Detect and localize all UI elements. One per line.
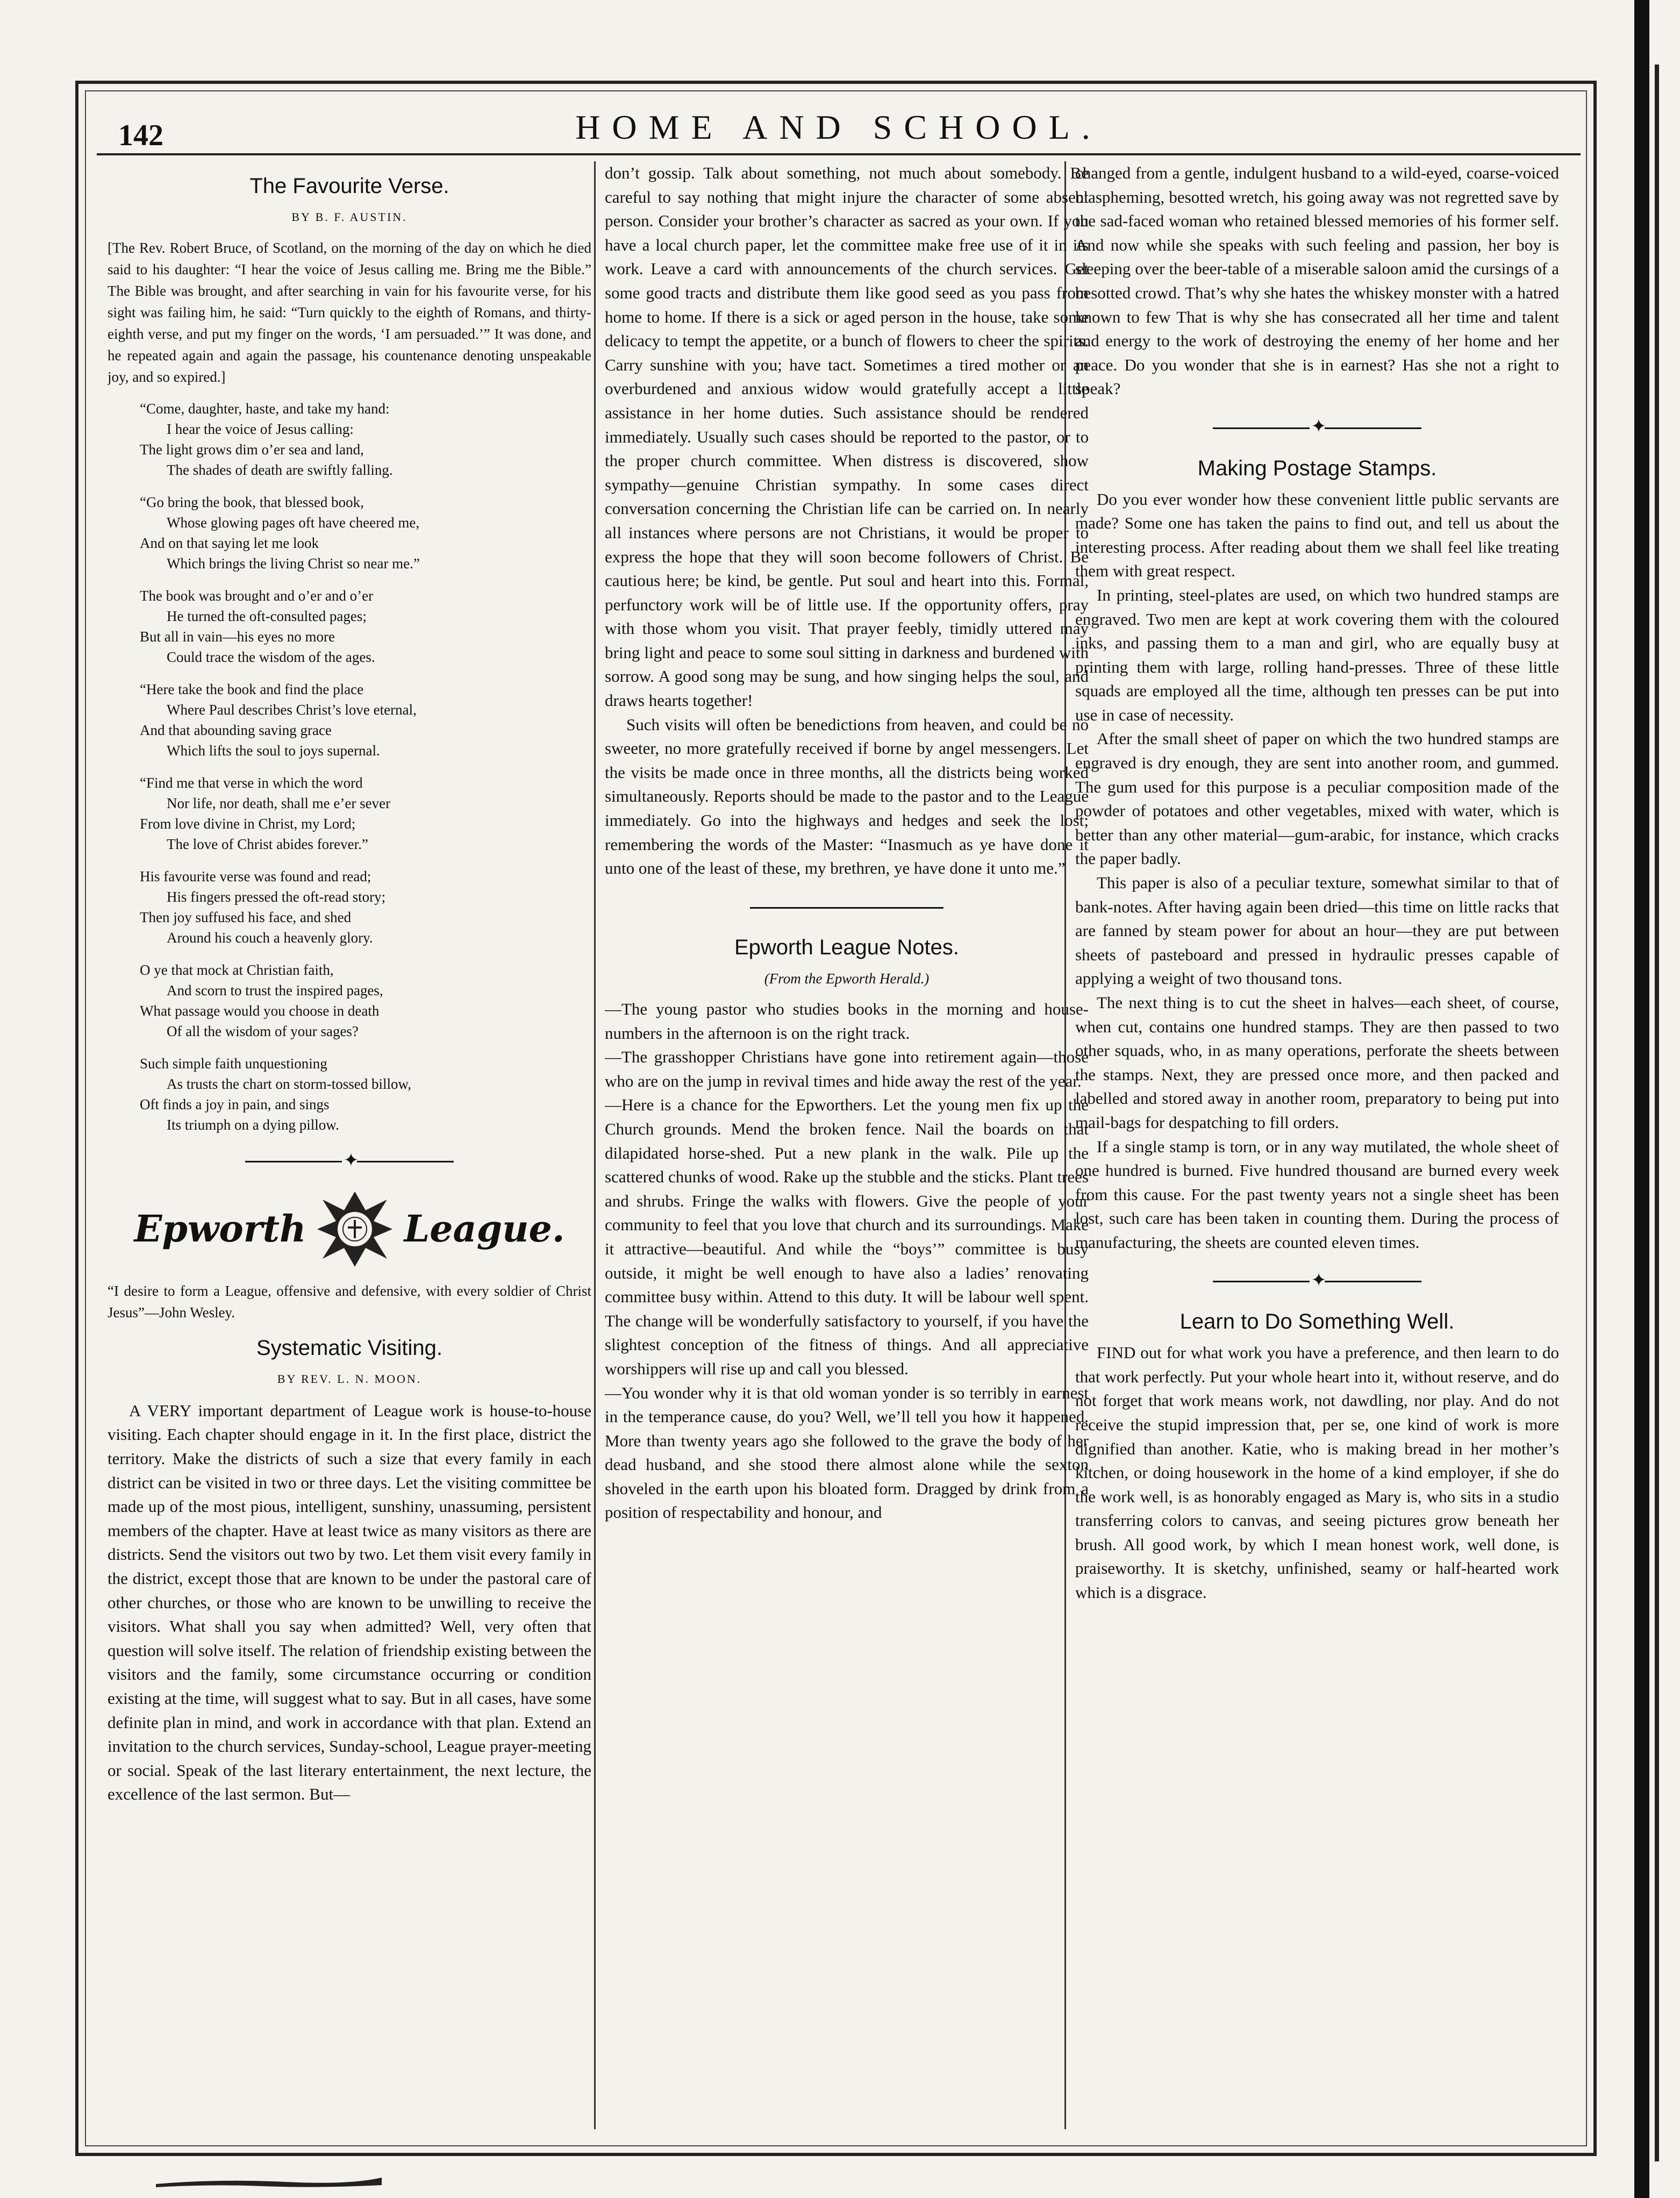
poem-line: Which lifts the soul to joys supernal. [167,742,380,759]
poem-line: The light grows dim o’er sea and land, [140,441,364,458]
article-paragraph: don’t gossip. Talk about something, not much about somebody. Be careful to say nothing that might injure the character of some absent person. Consider your brother’s character as sacred as your own. If you have a local church paper, let the committee make free use of it in its work. Leave a card with announcements of the church services. Get some good tracts and distribute them like good seed as you pass from home to home. If there is a sick or aged person in the house, take some delicacy to tempt the appetite, or a bunch of flowers to cheer the spirits. Carry sunshine with you; have tact. Sometimes a tired mother or an overburdened and anxious widow would gratefully accept a little assistance in her home duties. Such assistance should be rendered immediately. Usually such cases should be reported to the pastor, or to the proper church committee. When distress is discovered, show sympathy—genuine Christian sympathy. In some cases direct conversation concerning the Christian life can be carried on. In nearly all instances where persons are not Christians, it would be proper to express the hope that they will soon become followers of Christ. Be cautious here; be kind, be gentle. Put soul and heart into this. Formal, perfunctory work will be of little use. If the opportunity offers, pray with those whom you visit. That prayer feebly, timidly uttered may bring light and peace to some soul sitting in darkness and burdened with sorrow. A good song may be sung, and how singing helps the soul, and draws hearts together! [605,163,1089,710]
poem-stanza [140,773,591,854]
section-divider: ✦ [1075,1269,1559,1293]
banner-left-word: Epworth [134,1207,306,1251]
article-paragraph: Such visits will often be benedictions from heaven, and could be no sweeter, no more gratefully received if borne by angel messengers. Let the visits be made once in three months, all the districts being worked simultaneously. Reports should be made to the pastor and to the League immediately. Go into the highways and hedges and seek the lost; remembering the words of the Master: “Inasmuch as ye have done it unto one of the least of these, my brethren, ye have done it unto me.” [605,715,1089,878]
poem-line: “Come, daughter, haste, and take my hand: [140,400,390,417]
column-2 [605,161,1089,2129]
maltese-cross-icon [314,1189,395,1269]
poem-line: And scorn to trust the inspired pages, [167,982,383,998]
poem-line: And that abounding saving grace [140,722,332,738]
poem-line: Then joy suffused his face, and shed [140,909,352,925]
section-divider: ✦ [108,1149,591,1173]
article-paragraph: FIND out for what work you have a preference, and then learn to do that work perfectly. Put your whole heart into it, without reserve, and do not forget that work means work, not dawdling, nor play. And do not receive the stupid impression that, per se, one kind of work is more dignified than another. Katie, who is making bread in her mother’s kitchen, or doing housework in the home of a kind employer, if she do the work well, is as honorably engaged as Mary is, who sits in a studio transferring colors to canvas, and seeing pictures grow beneath her brush. All good work, by which I mean honest work, well done, is praiseworthy. It is sketchy, unfinished, seamy or half-hearted work which is a disgrace. [1075,1343,1559,1602]
article-paragraph: changed from a gentle, indulgent husband to a wild-eyed, coarse-voiced blaspheming, besotted wretch, his going away was not regretted save by the sad-faced woman who retained blessed memories of his former self. And now while she speaks with such feeling and passion, her boy is sleeping over the beer-table of a miserable saloon amid the cursings of a besotted crowd. That’s why she hates the whiskey monster with a hatred known to few That is why she has consecrated all her time and talent and energy to the work of destroying the enemy of her home and her peace. Do you wonder that she is in earnest? Has she not a right to speak? [1075,163,1559,398]
note-item: —The grasshopper Christians have gone into retirement again—those who are on the jump in revival times and hide away the rest of the year. [605,1047,1089,1090]
header-rule [97,153,1581,155]
page-number: 142 [118,119,163,152]
section-divider: ✦ [1075,415,1559,439]
poem-stanza [140,1053,591,1135]
poem-line: Nor life, nor death, shall me e’er sever [167,795,391,811]
article-title: Systematic Visiting. [256,1336,443,1360]
poem-line: And on that saying let me look [140,534,319,551]
note-item: —The young pastor who studies books in the morning and house-numbers in the afternoon is on the right track. [605,1000,1089,1043]
print-smudge [156,2172,382,2188]
byline: BY B. F. AUSTIN. [291,210,408,224]
poem-stanza [140,960,591,1041]
article-paragraph: Do you ever wonder how these convenient little public servants are made? Some one has taken the pains to find out, and tell us about the interesting process. After reading about them we shall feel like treating them with great respect. [1075,489,1559,581]
poem-line: Where Paul describes Christ’s love eternal, [167,701,417,718]
byline: BY REV. L. N. MOON. [277,1372,422,1386]
poem-line: Around his couch a heavenly glory. [167,929,373,946]
poem-line: Such simple faith unquestioning [140,1055,327,1072]
poem-line: “Go bring the book, that blessed book, [140,494,364,510]
poem-line: The shades of death are swiftly falling. [167,461,393,478]
poem-stanza [140,586,591,667]
poem-line: His fingers pressed the oft-read story; [167,888,386,905]
journal-title: HOME AND SCHOOL. [575,108,1102,146]
poem-line: He turned the oft-consulted pages; [167,608,367,624]
poem-line: Which brings the living Christ so near me.” [167,555,420,572]
poem-stanza [140,866,591,948]
poem-line: Whose glowing pages oft have cheered me, [167,514,420,531]
poem-line: Oft finds a joy in pain, and sings [140,1096,330,1112]
page-header [97,102,1581,156]
poem [108,398,591,1135]
article-source: (From the Epworth Herald.) [764,970,930,987]
banner-right-word: League. [404,1207,565,1251]
article-paragraph: The next thing is to cut the sheet in halves—each sheet, of course, when cut, contains one hundred stamps. They are then passed to two other squads, who, in as many operations, perforate the sheets between the stamps. Next, they are pressed once more, and then packed and labelled and stored away in another room, preparatory to being put into mail-bags for despatching to fill orders. [1075,993,1559,1132]
article-title: The Favourite Verse. [249,174,449,198]
column-rule [594,161,596,2129]
league-motto: “I desire to form a League, offensive and defensive, with every soldier of Christ Jesus”—John Wesley. [108,1283,591,1321]
poem-line: From love divine in Christ, my Lord; [140,815,356,832]
column-3 [1075,161,1559,2129]
epworth-league-banner [108,1189,591,1269]
note-item: —You wonder why it is that old woman yonder is so terribly in earnest in the temperance cause, do you? Well, we’ll tell you how it happened. More than twenty years ago she followed to the grave the body of her dead husband, and she stood there almost alone while the sexton shoveled in the earth upon his bloated form. Dragged by drink from a position of respectability and honour, and [605,1383,1089,1522]
poem-line: But all in vain—his eyes no more [140,628,335,645]
poem-line: His favourite verse was found and read; [140,868,371,884]
poem-line: Of all the wisdom of your sages? [167,1023,359,1039]
article-paragraph: After the small sheet of paper on which the two hundred stamps are engraved is dry enough, they are sent into another room, and gummed. The gum used for this purpose is a peculiar composition made of the powder of potatoes and other vegetables, mixed with water, which is better than any other material—gum-arabic, for instance, which cracks the paper badly. [1075,729,1559,868]
poem-line: Its triumph on a dying pillow. [167,1116,339,1133]
page-edge-shadow [1634,0,1649,2198]
poem-stanza [140,492,591,574]
poem-line: What passage would you choose in death [140,1002,380,1019]
poem-line: The book was brought and o’er and o’er [140,587,374,604]
article-title: Making Postage Stamps. [1197,456,1437,480]
article-title: Epworth League Notes. [734,936,960,960]
article-paragraph: If a single stamp is torn, or in any way mutilated, the whole sheet of one hundred is burned. Five hundred thousand are burned every week from this cause. For the past twenty years not a single sheet has been lost, such care has been taken in counting them. During the process of manufacturing, the sheets are counted eleven times. [1075,1137,1559,1252]
page-edge-line [1655,65,1659,2161]
poem-line: I hear the voice of Jesus calling: [167,420,354,437]
poem-line: The love of Christ abides forever.” [167,836,368,852]
poem-stanza [140,398,591,480]
note-item: —Here is a chance for the Epworthers. Let the young men fix up the Church grounds. Mend the broken fence. Nail the boards on that dilapidated horse-shed. Put a new plank in the walk. Pile up the scattered chunks of wood. Rake up the stubble and the sticks. Plant trees and shrubs. Fringe the walks with flowers. Give the people of your community to feel that you love that church and its surroundings. Make it attractive—beautiful. And while the “boys’” committee is busy outside, it might be well enough to have also a ladies’ renovating committee busy within. Attend to this duty. It will be labour well spent. The change will be wonderfully satisfactory to yourself, if you have the slightest conception of the fitness of things. And all appreciative worshippers will rise up and call you blessed. [605,1095,1089,1378]
poem-stanza [140,679,591,761]
article-paragraph: In printing, steel-plates are used, on which two hundred stamps are engraved. Two men are kept at work covering them with the coloured inks, and passing them to a man and girl, who are equally busy at printing them with large, rolling hand-presses. Three of these little squads are employed all the time, although ten presses can be put into use in case of necessity. [1075,585,1559,724]
poem-line: “Find me that verse in which the word [140,774,363,791]
article-paragraph: A VERY important department of League work is house-to-house visiting. Each chapter should engage in it. In the first place, district the territory. Make the districts of such a size that every family in each district can be visited in two or three days. Let the visiting committee be made up of the most pious, intelligent, sunshiny, unassuming, persistent members of the chapter. Have at least twice as many visitors as there are districts. Send the visitors out two by two. Let them visit every family in the district, except those that are known to be under the pastoral care of other churches, or those who are known to be unwilling to receive the visitors. What shall you say when admitted? Well, very often that question will solve itself. The relation of friendship existing between the visitors and the family, some circumstance occurring or condition existing at the time, will suggest what to say. But in all cases, have some definite plan in mind, and work in accordance with that plan. Extend an invitation to the church services, Sunday-school, League prayer-meeting or social. Speak of the last literary entertainment, the next lecture, the excellence of the last sermon. But— [108,1401,591,1804]
poem-line: “Here take the book and find the place [140,681,364,697]
article-paragraph: This paper is also of a peculiar texture, somewhat similar to that of bank-notes. After having again been dried—this time on little racks that are fanned by steam power for about an hour—they are put between sheets of pasteboard and pressed in hydraulic presses capable of applying a weight of two thousand tons. [1075,873,1559,988]
section-divider [605,895,1089,919]
article-title: Learn to Do Something Well. [1179,1310,1455,1334]
poem-line: As trusts the chart on storm-tossed billow, [167,1075,411,1092]
poem-line: Could trace the wisdom of the ages. [167,648,375,665]
poem-line: O ye that mock at Christian faith, [140,961,334,978]
article-intro: [The Rev. Robert Bruce, of Scotland, on the morning of the day on which he died said to his daughter: “I hear the voice of Jesus calling me. Bring me the Bible.” The Bible was brought, and after searching in vain for his favourite verse, for his sight was failing him, he said: “Turn quickly to the eighth of Romans, and thirty-eighth verse, and put my finger on the words, ‘I am persuaded.’” It was done, and he repeated again and again the passage, his countenance denoting unspeakable joy, and so expired.] [108,239,591,385]
column-1 [108,161,591,2129]
